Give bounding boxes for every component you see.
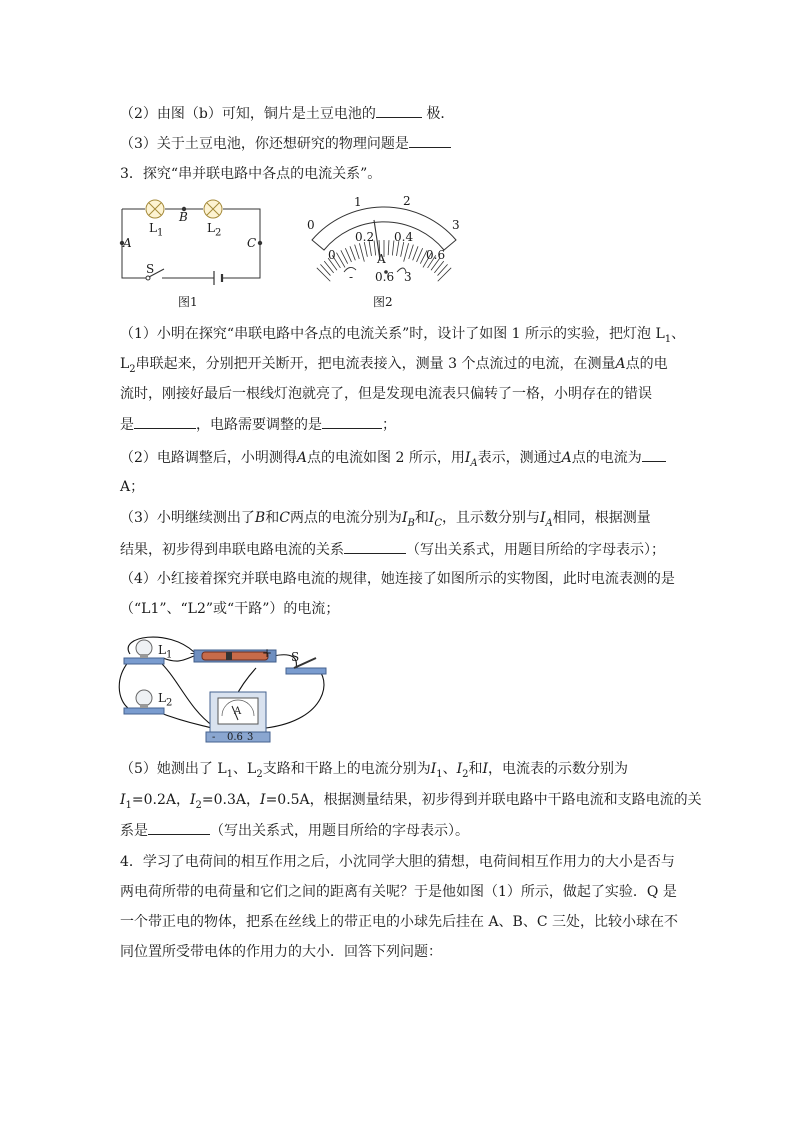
dial-tick [350,246,355,260]
dial-tick [434,261,443,273]
q3-p5-line2: $I_1=0.2A$，$I_2=0.3A$，I=0.5A，根据测量结果，初步得到并联电路中干路电流和支路电流的关 [120,792,702,811]
dial-tick [374,241,376,256]
fig3-terminal-3: 3 [247,732,254,743]
q3-p2-line2: A； [120,479,145,495]
q3-p4-line2: （“L1”、“L2”或“干路”）的电流； [120,601,340,617]
fig3-terminal-minus: - [212,732,216,743]
fig3-terminal-06: 0.6 [227,732,243,743]
q3-p4-line1: （4）小红接着探究并联电路电流的规律，她连接了如图所示的实物图，此时电流表测的是 [120,571,675,587]
answer-blank[interactable] [376,103,422,118]
fig3-meter-symbol: A [234,706,242,717]
dial-tick [320,264,330,275]
dial-tick [364,242,367,257]
figure-1-caption: 图1 [178,295,198,309]
dial-tick [401,242,404,257]
bottom-tick-0: 0 [328,248,336,262]
q2-sub3: （3）关于土豆电池，你还想研究的物理问题是 [120,133,451,154]
dial-tick [337,253,346,268]
dial-tick [413,246,418,260]
dial-tick [438,268,451,281]
dial-tick [438,264,448,275]
q3-p2-line1: （2）电路调整后，小明测得A点的电流如图 2 所示，用$I_A$表示，测通过A点的电流为 [120,447,666,474]
terminal-3: 3 [404,270,412,284]
q3-p5-line1: （5）她测出了 $L_1$、$L_2$支路和干路上的电流分别为$I_1$、$I_2$和I，电流表的示数分别为 [120,761,629,780]
q4-line2: 两电荷所带的电荷量和它们之间的距离有关呢？于是他如图（1）所示，做起了实验．Q 是 [120,884,677,900]
label-s: S [146,262,155,276]
bottom-tick-06: 0.6 [426,248,446,262]
label-l1: $L_1$ [149,221,164,239]
fig3-battery-plus: + [262,646,273,660]
q3-title: 3．探究“串并联电路中各点的电流关系”。 [120,166,382,182]
figure-3-parallel-circuit [118,628,333,748]
answer-blank[interactable] [409,133,451,148]
fig3-label-s: S [291,650,300,664]
fig3-battery-minus: - [190,646,195,660]
label-b: B [179,210,188,224]
answer-blank[interactable] [344,539,406,554]
dial-tick [359,243,364,261]
q3-p3-line1: （3）小明继续测出了B和C两点的电流分别为$I_B$和$I_C$，且示数分别与$I_A$相同，根据测量 [120,510,651,529]
point-c [258,241,262,245]
top-tick-3: 3 [452,218,460,232]
q4-line1: 4．学习了电荷间的相互作用之后，小沈同学大胆的猜想，电荷间相互作用力的大小是否与 [120,854,675,870]
dial-tick [404,243,409,261]
dial-tick [417,248,423,262]
q4-line4: 同位置所受带电体的作用力的大小．回答下列问题： [120,944,442,960]
top-tick-0: 0 [307,218,315,232]
bottom-tick-04: 0.4 [394,230,414,244]
q3-p1-line4: 是 ，电路需要调整的是 ； [120,414,396,435]
top-tick-1: 1 [354,195,362,209]
needle-label: A [377,252,386,266]
terminal-06: 0.6 [375,270,395,284]
dial-tick [409,245,414,259]
q4-line3: 一个带正电的物体，把系在丝线上的带正电的小球先后挂在 A、B、C 三处，比较小球在不 [120,914,679,930]
fig3-label-l1: $L_1$ [158,643,173,661]
terminal-minus: - [349,270,354,284]
label-a: A [123,236,132,250]
dial-tick [317,268,330,281]
label-l2: $L_2$ [207,221,222,239]
q2-sub2: （2）由图（b）可知，铜片是土豆电池的 极． [120,103,454,124]
label-c: C [247,236,257,250]
q3-p1-line2: $L_2$串联起来，分别把开关断开，把电流表接入，测量 3 个点流过的电流，在测量A点的电 [120,356,668,375]
dial-tick [345,248,351,262]
answer-blank[interactable] [148,820,210,835]
q3-p1-line1: （1）小明在探究“串联电路中各点的电流关系”时，设计了如图 1 所示的实验，把灯泡 $L_1$、 [120,326,686,345]
fig3-label-l2: $L_2$ [158,691,173,709]
q3-p3-line2: 结果，初步得到串联电路电流的关系 （写出关系式，用题目所给的字母表示）； [120,539,665,560]
answer-blank[interactable] [322,414,382,429]
top-tick-2: 2 [403,194,411,208]
q3-p1-line3: 流时，刚接好最后一根线灯泡就亮了，但是发现电流表只偏转了一格，小明存在的错误 [120,386,652,402]
dial-tick [388,240,389,255]
figure-2-caption: 图2 [373,295,393,309]
answer-blank[interactable] [642,447,666,462]
dial-tick [355,245,360,259]
dial-tick [324,261,333,273]
bottom-tick-02: 0.2 [355,230,375,244]
answer-blank[interactable] [134,414,196,429]
q3-p5-line3: 系是 （写出关系式，用题目所给的字母表示）。 [120,820,469,841]
